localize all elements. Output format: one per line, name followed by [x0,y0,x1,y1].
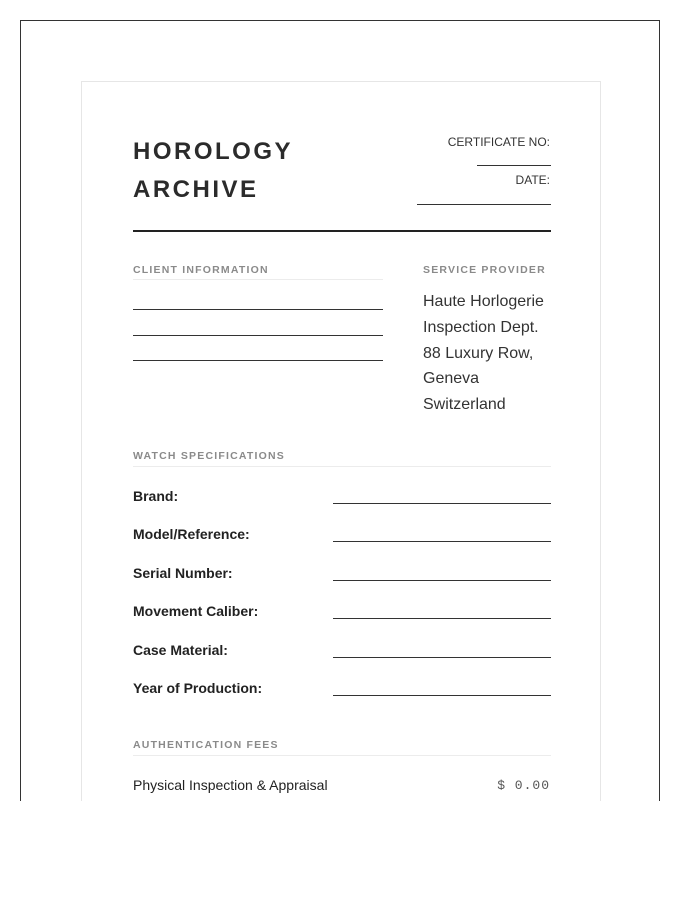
provider-line: Haute Horlogerie [423,293,544,310]
fees-section-label: AUTHENTICATION FEES [133,739,279,751]
year-of-production-field[interactable] [333,695,551,696]
serial-number-field[interactable] [333,580,551,581]
client-line-1[interactable] [133,309,383,310]
provider-line: Switzerland [423,396,506,413]
model-reference-field[interactable] [333,541,551,542]
client-line-2[interactable] [133,335,383,336]
client-line-3[interactable] [133,360,383,361]
provider-line: Geneva [423,370,480,387]
spec-label-movement: Movement Caliber: [133,603,259,619]
certificate-number-label: CERTIFICATE NO: [447,135,550,149]
case-material-field[interactable] [333,657,551,658]
certificate-number-field[interactable] [477,165,551,166]
spec-label-year: Year of Production: [133,680,263,696]
provider-line: Inspection Dept. [423,319,539,336]
spec-label-serial: Serial Number: [133,565,233,581]
movement-caliber-field[interactable] [333,618,551,619]
specs-section-divider [133,466,551,467]
title-line-2: ARCHIVE [133,176,259,203]
page-frame [20,20,660,801]
date-label: DATE: [515,173,550,187]
certificate-sheet [81,81,601,801]
fee-item-amount: $ 0.00 [497,778,550,793]
header-divider [133,230,551,232]
spec-label-case: Case Material: [133,642,228,658]
client-section-label: CLIENT INFORMATION [133,264,269,276]
provider-line: 88 Luxury Row, [423,345,534,362]
spec-label-model: Model/Reference: [133,526,250,542]
provider-section-label: SERVICE PROVIDER [423,264,546,276]
fee-item-label: Physical Inspection & Appraisal [133,777,328,793]
date-field[interactable] [417,204,551,205]
brand-field[interactable] [333,503,551,504]
spec-label-brand: Brand: [133,488,179,504]
fees-section-divider [133,755,551,756]
title-line-1: HOROLOGY [133,138,294,165]
client-section-divider [133,279,383,280]
specs-section-label: WATCH SPECIFICATIONS [133,450,285,462]
